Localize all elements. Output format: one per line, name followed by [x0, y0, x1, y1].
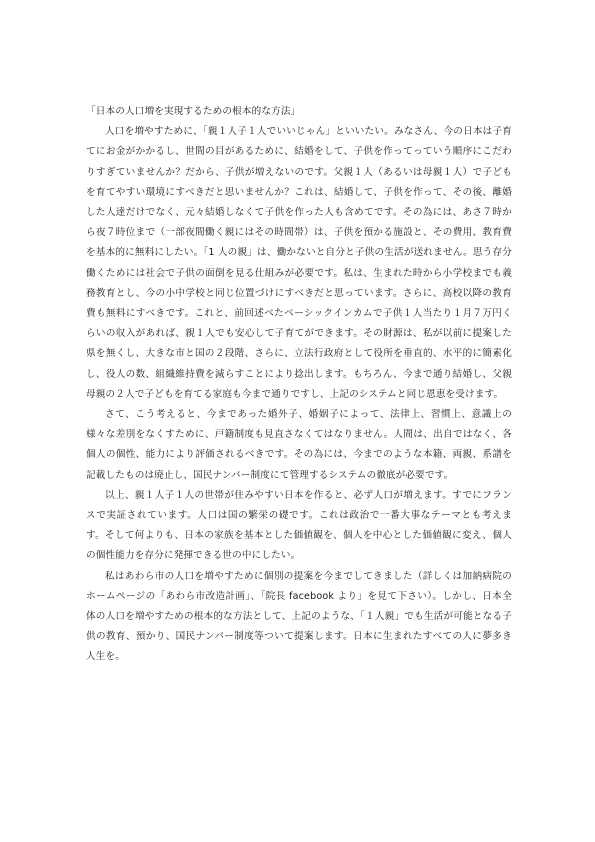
paragraph-population-growth: 以上、親１人子１人の世帯が住みやすい日本を作ると、必ず人口が増えます。すでにフランスで実証されています。人口は国の繁栄の礎です。これは政治で一番大事なテーマとも考えます。そして何よりも、日本の家族を基本とした価値観を、個人を中心とした価値観に変え、個人の個性能力を存分に発揮できる世の中にしたい。 [86, 489, 512, 562]
paragraph-single-parent-proposal: 人口を増やすために、「親１人子１人でいいじゃん」といいたい。みなさん、今の日本は子育てにお金がかかるし、世間の目があるために、結婚をして、子供を作ってっていう順序にこだわりすぎていませんか？だから、子供が増えないのです。父親１人（あるいは母親１人）で子どもを育てやすい環境にすべきだと思いませんか？これは、結婚して、子供を作って、その後、離婚した人達だけでなく、元々結婚しなくて子供を作った人も含めてです。その為には、あさ７時から夜７時位まで（一部夜間働く親にはその時間帯）は、子供を預かる施設と、その費用、教育費を基本的に無料にしたい。「1 人の親」は、働かないと自分と子供の生活が送れません。思う存分働くためには社会で子供の面倒を見る仕組みが必要です。私は、生まれた時から小学校までも義務教育とし、今の小中学校と同じ位置づけにすべきだと思っています。さらに、高校以降の教育費も無料にすべきです。これと、前回述べたベーシックインカムで子供１人当たり１月７万円くらいの収入があれば、親１人でも安心して子育てができます。その財源は、私が以前に提案した県を無くし、大きな市と国の２段階、さらに、立法行政府として役所を垂直的、水平的に簡素化し、役人の数、組織維持費を減らすことにより捻出します。もちろん、今まで通り結婚し、父親母親の２人で子どもを育てる家庭も今まで通りですし、上記のシステムと同じ恩恵を受けます。 [86, 126, 512, 400]
document-page [86, 102, 512, 668]
paragraph-awara-city-proposals: 私はあわら市の人口を増やすために個別の提案を今までしてきました（詳しくは加納病院のホームページの「あわら市改造計画」、「院長 facebook より」を見て下さい）。しかし、日本全体の人口を増やすための根本的な方法として、上記のような、「１人親」でも生活が可能となる子供の教育、預かり、国民ナンバー制度等ついて提案します。日本に生まれたすべての人に夢多き人生を。 [86, 570, 512, 663]
document-title: 「日本の人口増を実現するための根本的な方法」 [86, 106, 301, 117]
paragraph-family-register-reform: さて、こう考えると、今まであった婚外子、婚姻子によって、法律上、習慣上、意識上の様々な差別をなくすために、戸籍制度も見直さなくてはなりません。人間は、出自ではなく、各個人の個性、能力により評価されるべきです。その為には、今までのような本籍、両親、系譜を記載したものは廃止し、国民ナンバー制度にて管理するシステムの徹底が必要です。 [86, 409, 512, 481]
